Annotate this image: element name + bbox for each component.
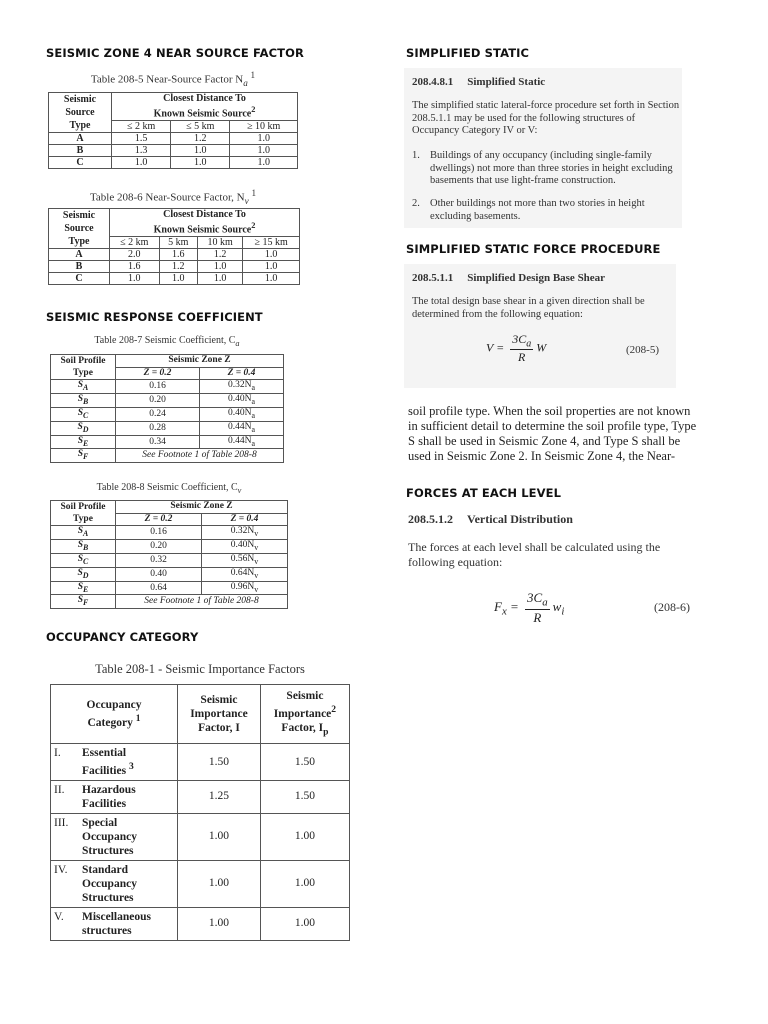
table-row: A 2.0 1.6 1.2 1.0 (49, 249, 300, 261)
soil-profile-excerpt (404, 402, 714, 476)
group-header-2: Known Seismic Source$^2$ (110, 220, 300, 236)
col-header-source: Seismic Source Type (49, 93, 112, 133)
forces-equation: $F_x$ = $\frac{3C_a}{R}$ $w_i$ (494, 590, 565, 625)
distance-header: ≤ 5 km (171, 120, 230, 132)
table-row: A 1.5 1.2 1.0 (49, 133, 298, 145)
group-header: Seismic Zone Z (116, 501, 288, 514)
section-208-4-8-1: 208.4.8.1 Simplified Static (412, 76, 546, 88)
base-shear-equation: V = $\frac{3C_a}{R}$ W (486, 332, 547, 365)
group-header-2: Known Seismic Source$^2$ (112, 104, 298, 120)
distance-header: ≤ 2 km (110, 236, 160, 248)
table-near-source-na (48, 92, 298, 169)
zone-header: Z = 0.2 (116, 513, 202, 526)
table-row: $S_B$ 0.20 $0.40N_a$ (51, 393, 284, 407)
table-nv-caption: Table 208-6 Near-Source Factor, $N_v$ $^1$ (89, 188, 257, 206)
table-row: $S_A$ 0.16 $0.32N_a$ (51, 380, 284, 394)
table-row: IV. Standard Occupancy Structures 1.00 1.00 (51, 860, 350, 907)
table-row: $S_F$ See Footnote 1 of Table 208-8 (51, 449, 284, 463)
table-row: III. Special Occupancy Structures 1.00 1.00 (51, 813, 350, 860)
distance-header: 10 km (197, 236, 242, 248)
distance-header: ≥ 15 km (243, 236, 300, 248)
force-procedure-heading: SIMPLIFIED STATIC FORCE PROCEDURE (406, 242, 661, 256)
table-row: I. Essential Facilities $^3$ 1.50 1.50 (51, 744, 350, 781)
zone-header: Z = 0.2 (116, 367, 200, 380)
table-seismic-coef-ca (50, 354, 284, 463)
table-ca-caption: Table 208-7 Seismic Coefficient, $C_a$ (94, 335, 240, 348)
near-source-heading: SEISMIC ZONE 4 NEAR SOURCE FACTOR (46, 46, 304, 60)
table-cv-caption: Table 208-8 Seismic Coefficient, $C_v$ (96, 482, 242, 495)
col-header-importance: Seismic Importance Factor, I (178, 685, 261, 744)
vertical-distribution-excerpt (404, 506, 714, 636)
table-na-caption: Table 208-5 Near-Source Factor $N_a$ $^1$ (90, 70, 256, 88)
base-shear-excerpt (404, 264, 676, 388)
table-row: B 1.6 1.2 1.0 1.0 (49, 261, 300, 273)
distance-header: ≤ 2 km (112, 120, 171, 132)
occupancy-heading: OCCUPANCY CATEGORY (46, 630, 199, 644)
simplified-static-intro: The simplified static lateral-force procedure set forth in Section 208.5.1.1 may be used for the following structures of Occupancy Category IV or V: (412, 100, 680, 136)
table-near-source-nv (48, 208, 300, 285)
col-header-source: Seismic Source Type (49, 209, 110, 249)
simplified-static-item-1: 1. Buildings of any occupancy (including single-family dwellings) not more than three stories in height excluding basements that use light-frame construction. (412, 150, 673, 186)
zone-header: Z = 0.4 (202, 513, 288, 526)
group-header: Closest Distance To (110, 209, 300, 221)
simplified-static-excerpt (404, 68, 682, 228)
table-row: II. Hazardous Facilities 1.25 1.50 (51, 780, 350, 813)
table-row: $S_C$ 0.24 $0.40N_a$ (51, 407, 284, 421)
section-208-5-1-2: 208.5.1.2 Vertical Distribution (408, 512, 573, 526)
table-row: C 1.0 1.0 1.0 (49, 157, 298, 169)
table-row: V. Miscellaneous structures 1.00 1.00 (51, 907, 350, 940)
table-row: $S_A$ 0.16 $0.32N_v$ (51, 526, 288, 540)
occupancy-table-caption: Table 208-1 - Seismic Importance Factors (95, 662, 305, 676)
excerpt-line: used in Seismic Zone 2. In Seismic Zone 4, the Near- (408, 449, 676, 463)
table-row: C 1.0 1.0 1.0 1.0 (49, 273, 300, 285)
vertical-distribution-text: The forces at each level shall be calculated using the following equation: (408, 540, 661, 569)
table-row: $S_E$ 0.64 $0.96N_v$ (51, 581, 288, 595)
section-208-5-1-1: 208.5.1.1 Simplified Design Base Shear (412, 272, 606, 284)
zone-header: Z = 0.4 (200, 367, 284, 380)
excerpt-line: soil profile type. When the soil properties are not known (408, 404, 691, 418)
col-header-importance-p: Seismic Importance$^2$ Factor, $I_p$ (260, 685, 349, 744)
simplified-static-heading: SIMPLIFIED STATIC (406, 46, 530, 60)
response-coef-heading: SEISMIC RESPONSE COEFFICIENT (46, 310, 263, 324)
table-row: $S_B$ 0.20 $0.40N_v$ (51, 539, 288, 553)
col-header-occupancy: Occupancy Category $^1$ (51, 685, 178, 744)
table-seismic-coef-cv (50, 500, 288, 609)
col-header-soil: Soil Profile Type (51, 501, 116, 526)
group-header: Seismic Zone Z (116, 355, 284, 368)
excerpt-line: in sufficient detail to determine the soil profile type, Type (408, 419, 697, 433)
table-row: $S_D$ 0.40 $0.64N_v$ (51, 567, 288, 581)
table-row: B 1.3 1.0 1.0 (49, 145, 298, 157)
table-row: $S_E$ 0.34 $0.44N_a$ (51, 435, 284, 449)
distance-header: ≥ 10 km (230, 120, 298, 132)
simplified-static-item-2: 2. Other buildings not more than two stories in height excluding basements. (412, 198, 645, 222)
table-row: $S_D$ 0.28 $0.44N_a$ (51, 421, 284, 435)
equation-number: (208-6) (654, 600, 690, 614)
base-shear-text: The total design base shear in a given direction shall be determined from the following equation: (412, 296, 645, 320)
group-header: Closest Distance To (112, 93, 298, 105)
col-header-soil: Soil Profile Type (51, 355, 116, 380)
table-importance-factors (50, 684, 350, 941)
table-row: $S_C$ 0.32 $0.56N_v$ (51, 553, 288, 567)
excerpt-line: S shall be used in Seismic Zone 4, and Type S shall be (408, 434, 681, 448)
distance-header: 5 km (159, 236, 197, 248)
equation-number: (208-5) (626, 344, 659, 356)
table-row: $S_F$ See Footnote 1 of Table 208-8 (51, 595, 288, 609)
forces-level-heading: FORCES AT EACH LEVEL (406, 486, 562, 500)
